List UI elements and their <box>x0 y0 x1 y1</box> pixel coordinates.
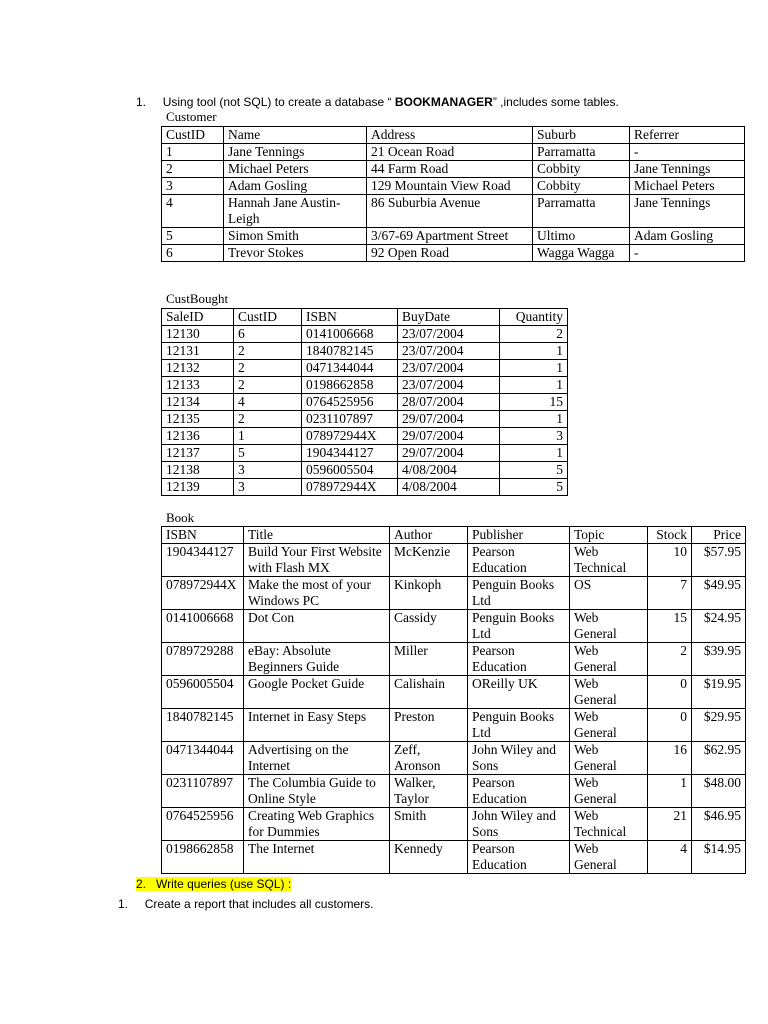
custbought-cell: 12135 <box>162 411 234 428</box>
book-cell: Preston <box>390 709 468 742</box>
book-cell: 1 <box>648 775 692 808</box>
book-row <box>162 577 746 610</box>
customer-cell: Trevor Stokes <box>224 245 367 262</box>
custbought-cell: 23/07/2004 <box>398 343 500 360</box>
customer-cell: Cobbity <box>533 161 630 178</box>
book-cell: 0 <box>648 676 692 709</box>
task2-text: Write queries (use SQL) : <box>156 877 292 891</box>
book-cell: Walker, Taylor <box>390 775 468 808</box>
custbought-cell: 1 <box>500 343 568 360</box>
custbought-header-cell: SaleID <box>162 309 234 326</box>
book-cell: John Wiley and Sons <box>468 808 570 841</box>
book-cell: $49.95 <box>692 577 746 610</box>
customer-row <box>162 228 745 245</box>
customer-row <box>162 161 745 178</box>
custbought-cell: 0471344044 <box>302 360 398 377</box>
task1-number: 1. <box>136 95 147 109</box>
custbought-cell: 23/07/2004 <box>398 326 500 343</box>
customer-cell: 3/67-69 Apartment Street <box>367 228 533 245</box>
custbought-cell: 1 <box>234 428 302 445</box>
book-cell: 2 <box>648 643 692 676</box>
book-header-cell: Publisher <box>468 527 570 544</box>
customer-cell: Cobbity <box>533 178 630 195</box>
custbought-cell: 12130 <box>162 326 234 343</box>
customer-cell: Jane Tennings <box>224 144 367 161</box>
book-cell: Pearson Education <box>468 775 570 808</box>
custbought-cell: 12134 <box>162 394 234 411</box>
custbought-cell: 4 <box>234 394 302 411</box>
book-cell: $19.95 <box>692 676 746 709</box>
book-cell: Cassidy <box>390 610 468 643</box>
custbought-cell: 2 <box>234 377 302 394</box>
task2-line <box>136 877 291 891</box>
customer-cell: Jane Tennings <box>630 161 745 178</box>
book-cell: Web General <box>570 643 648 676</box>
custbought-header-cell: ISBN <box>302 309 398 326</box>
book-cell: eBay: Absolute Beginners Guide <box>244 643 390 676</box>
customer-cell: 44 Farm Road <box>367 161 533 178</box>
custbought-cell: 3 <box>234 479 302 496</box>
book-cell: 1840782145 <box>162 709 244 742</box>
custbought-cell: 12131 <box>162 343 234 360</box>
custbought-cell: 12137 <box>162 445 234 462</box>
customer-cell: Parramatta <box>533 195 630 228</box>
custbought-cell: 28/07/2004 <box>398 394 500 411</box>
customer-header-cell: Suburb <box>533 127 630 144</box>
custbought-row <box>162 326 568 343</box>
custbought-cell: 23/07/2004 <box>398 360 500 377</box>
customer-row <box>162 178 745 195</box>
task2-number: 2. <box>136 877 147 891</box>
book-cell: 10 <box>648 544 692 577</box>
customer-row <box>162 245 745 262</box>
book-cell: Pearson Education <box>468 643 570 676</box>
book-table <box>161 526 746 874</box>
book-header-cell: ISBN <box>162 527 244 544</box>
task2-highlight <box>136 877 291 891</box>
customer-table <box>161 126 745 262</box>
customer-cell: Adam Gosling <box>630 228 745 245</box>
custbought-row <box>162 360 568 377</box>
custbought-cell: 2 <box>234 360 302 377</box>
book-cell: Zeff, Aronson <box>390 742 468 775</box>
customer-cell: 1 <box>162 144 224 161</box>
custbought-cell: 12132 <box>162 360 234 377</box>
book-cell: Web General <box>570 676 648 709</box>
book-cell: Penguin Books Ltd <box>468 577 570 610</box>
book-cell: Calishain <box>390 676 468 709</box>
task1-line <box>136 95 619 109</box>
book-cell: 21 <box>648 808 692 841</box>
task1-db-name: BOOKMANAGER <box>394 95 493 109</box>
custbought-cell: 3 <box>500 428 568 445</box>
book-cell: Kinkoph <box>390 577 468 610</box>
book-row <box>162 775 746 808</box>
custbought-cell: 23/07/2004 <box>398 377 500 394</box>
custbought-cell: 2 <box>234 411 302 428</box>
book-cell: $48.00 <box>692 775 746 808</box>
book-cell: McKenzie <box>390 544 468 577</box>
book-cell: 1904344127 <box>162 544 244 577</box>
book-cell: 0471344044 <box>162 742 244 775</box>
custbought-cell: 29/07/2004 <box>398 445 500 462</box>
book-body <box>162 544 746 874</box>
customer-caption: Customer <box>166 109 217 124</box>
book-cell: 0231107897 <box>162 775 244 808</box>
custbought-cell: 0231107897 <box>302 411 398 428</box>
custbought-cell: 5 <box>234 445 302 462</box>
customer-cell: Jane Tennings <box>630 195 745 228</box>
book-header-cell: Topic <box>570 527 648 544</box>
book-row <box>162 610 746 643</box>
book-cell: 0141006668 <box>162 610 244 643</box>
book-cell: $39.95 <box>692 643 746 676</box>
book-cell: Advertising on the Internet <box>244 742 390 775</box>
book-cell: 078972944X <box>162 577 244 610</box>
task1-text-before: Using tool (not SQL) to create a database “ <box>162 95 395 109</box>
custbought-cell: 4/08/2004 <box>398 479 500 496</box>
custbought-row <box>162 445 568 462</box>
customer-body <box>162 144 745 262</box>
book-row <box>162 709 746 742</box>
custbought-caption: CustBought <box>166 291 229 306</box>
custbought-cell: 12139 <box>162 479 234 496</box>
book-header-cell: Price <box>692 527 746 544</box>
task1-text-after: ” ,includes some tables. <box>492 95 619 109</box>
book-cell: Build Your First Website with Flash MX <box>244 544 390 577</box>
book-cell: Web General <box>570 775 648 808</box>
custbought-header-row <box>162 309 568 326</box>
customer-cell: Hannah Jane Austin-Leigh <box>224 195 367 228</box>
customer-header-row <box>162 127 745 144</box>
book-cell: 0764525956 <box>162 808 244 841</box>
custbought-cell: 15 <box>500 394 568 411</box>
customer-cell: 129 Mountain View Road <box>367 178 533 195</box>
book-cell: The Columbia Guide to Online Style <box>244 775 390 808</box>
book-cell: 15 <box>648 610 692 643</box>
customer-cell: Simon Smith <box>224 228 367 245</box>
book-cell: Pearson Education <box>468 544 570 577</box>
custbought-cell: 1 <box>500 360 568 377</box>
custbought-body <box>162 326 568 496</box>
book-row <box>162 808 746 841</box>
customer-cell: Michael Peters <box>630 178 745 195</box>
customer-cell: Wagga Wagga <box>533 245 630 262</box>
book-header-cell: Author <box>390 527 468 544</box>
book-cell: Internet in Easy Steps <box>244 709 390 742</box>
book-cell: 4 <box>648 841 692 874</box>
customer-cell: 2 <box>162 161 224 178</box>
book-cell: Dot Con <box>244 610 390 643</box>
book-header-row <box>162 527 746 544</box>
custbought-cell: 4/08/2004 <box>398 462 500 479</box>
custbought-row <box>162 428 568 445</box>
book-cell: Kennedy <box>390 841 468 874</box>
book-cell: 0 <box>648 709 692 742</box>
book-cell: Web General <box>570 841 648 874</box>
book-cell: $24.95 <box>692 610 746 643</box>
book-cell: $46.95 <box>692 808 746 841</box>
customer-cell: 4 <box>162 195 224 228</box>
customer-cell: 86 Suburbia Avenue <box>367 195 533 228</box>
custbought-row <box>162 377 568 394</box>
custbought-cell: 0141006668 <box>302 326 398 343</box>
book-header-cell: Stock <box>648 527 692 544</box>
book-cell: $62.95 <box>692 742 746 775</box>
custbought-cell: 6 <box>234 326 302 343</box>
book-cell: John Wiley and Sons <box>468 742 570 775</box>
book-cell: Web Technical <box>570 808 648 841</box>
book-cell: OReilly UK <box>468 676 570 709</box>
book-cell: Web General <box>570 742 648 775</box>
custbought-row <box>162 394 568 411</box>
book-caption: Book <box>166 510 195 525</box>
book-row <box>162 841 746 874</box>
book-cell: 16 <box>648 742 692 775</box>
book-cell: Web General <box>570 610 648 643</box>
customer-row <box>162 195 745 228</box>
customer-header-cell: Name <box>224 127 367 144</box>
custbought-cell: 1 <box>500 377 568 394</box>
query1-number: 1. <box>118 897 129 911</box>
custbought-row <box>162 462 568 479</box>
book-header-cell: Title <box>244 527 390 544</box>
book-row <box>162 676 746 709</box>
book-cell: Creating Web Graphics for Dummies <box>244 808 390 841</box>
customer-cell: 5 <box>162 228 224 245</box>
custbought-cell: 078972944X <box>302 479 398 496</box>
custbought-cell: 3 <box>234 462 302 479</box>
customer-row <box>162 144 745 161</box>
custbought-cell: 0596005504 <box>302 462 398 479</box>
customer-header-cell: CustID <box>162 127 224 144</box>
customer-cell: Adam Gosling <box>224 178 367 195</box>
customer-cell: 3 <box>162 178 224 195</box>
book-row <box>162 544 746 577</box>
customer-cell: Parramatta <box>533 144 630 161</box>
book-cell: Penguin Books Ltd <box>468 709 570 742</box>
book-row <box>162 643 746 676</box>
custbought-row <box>162 411 568 428</box>
customer-cell: 21 Ocean Road <box>367 144 533 161</box>
custbought-cell: 12138 <box>162 462 234 479</box>
custbought-cell: 0198662858 <box>302 377 398 394</box>
book-cell: Web Technical <box>570 544 648 577</box>
custbought-cell: 078972944X <box>302 428 398 445</box>
custbought-cell: 1 <box>500 411 568 428</box>
book-cell: $57.95 <box>692 544 746 577</box>
book-cell: Web General <box>570 709 648 742</box>
book-cell: Miller <box>390 643 468 676</box>
customer-cell: - <box>630 144 745 161</box>
custbought-cell: 12133 <box>162 377 234 394</box>
custbought-cell: 1904344127 <box>302 445 398 462</box>
query1-line <box>118 897 373 911</box>
custbought-cell: 29/07/2004 <box>398 411 500 428</box>
custbought-header-cell: Quantity <box>500 309 568 326</box>
query1-text: Create a report that includes all customers. <box>144 897 374 911</box>
custbought-cell: 2 <box>500 326 568 343</box>
book-cell: Smith <box>390 808 468 841</box>
customer-cell: - <box>630 245 745 262</box>
customer-cell: 6 <box>162 245 224 262</box>
custbought-row <box>162 343 568 360</box>
custbought-table <box>161 308 568 496</box>
custbought-cell: 12136 <box>162 428 234 445</box>
customer-cell: 92 Open Road <box>367 245 533 262</box>
customer-header-cell: Referrer <box>630 127 745 144</box>
book-cell: Make the most of your Windows PC <box>244 577 390 610</box>
book-cell: 0198662858 <box>162 841 244 874</box>
book-cell: Google Pocket Guide <box>244 676 390 709</box>
custbought-header-cell: CustID <box>234 309 302 326</box>
custbought-cell: 0764525956 <box>302 394 398 411</box>
book-cell: Pearson Education <box>468 841 570 874</box>
customer-cell: Ultimo <box>533 228 630 245</box>
book-cell: $14.95 <box>692 841 746 874</box>
book-cell: 0789729288 <box>162 643 244 676</box>
customer-cell: Michael Peters <box>224 161 367 178</box>
customer-header-cell: Address <box>367 127 533 144</box>
book-row <box>162 742 746 775</box>
custbought-header-cell: BuyDate <box>398 309 500 326</box>
custbought-cell: 29/07/2004 <box>398 428 500 445</box>
book-cell: $29.95 <box>692 709 746 742</box>
book-cell: Penguin Books Ltd <box>468 610 570 643</box>
book-cell: OS <box>570 577 648 610</box>
custbought-row <box>162 479 568 496</box>
book-cell: 7 <box>648 577 692 610</box>
book-cell: The Internet <box>244 841 390 874</box>
book-cell: 0596005504 <box>162 676 244 709</box>
custbought-cell: 1840782145 <box>302 343 398 360</box>
custbought-cell: 5 <box>500 462 568 479</box>
custbought-cell: 2 <box>234 343 302 360</box>
custbought-cell: 1 <box>500 445 568 462</box>
custbought-cell: 5 <box>500 479 568 496</box>
